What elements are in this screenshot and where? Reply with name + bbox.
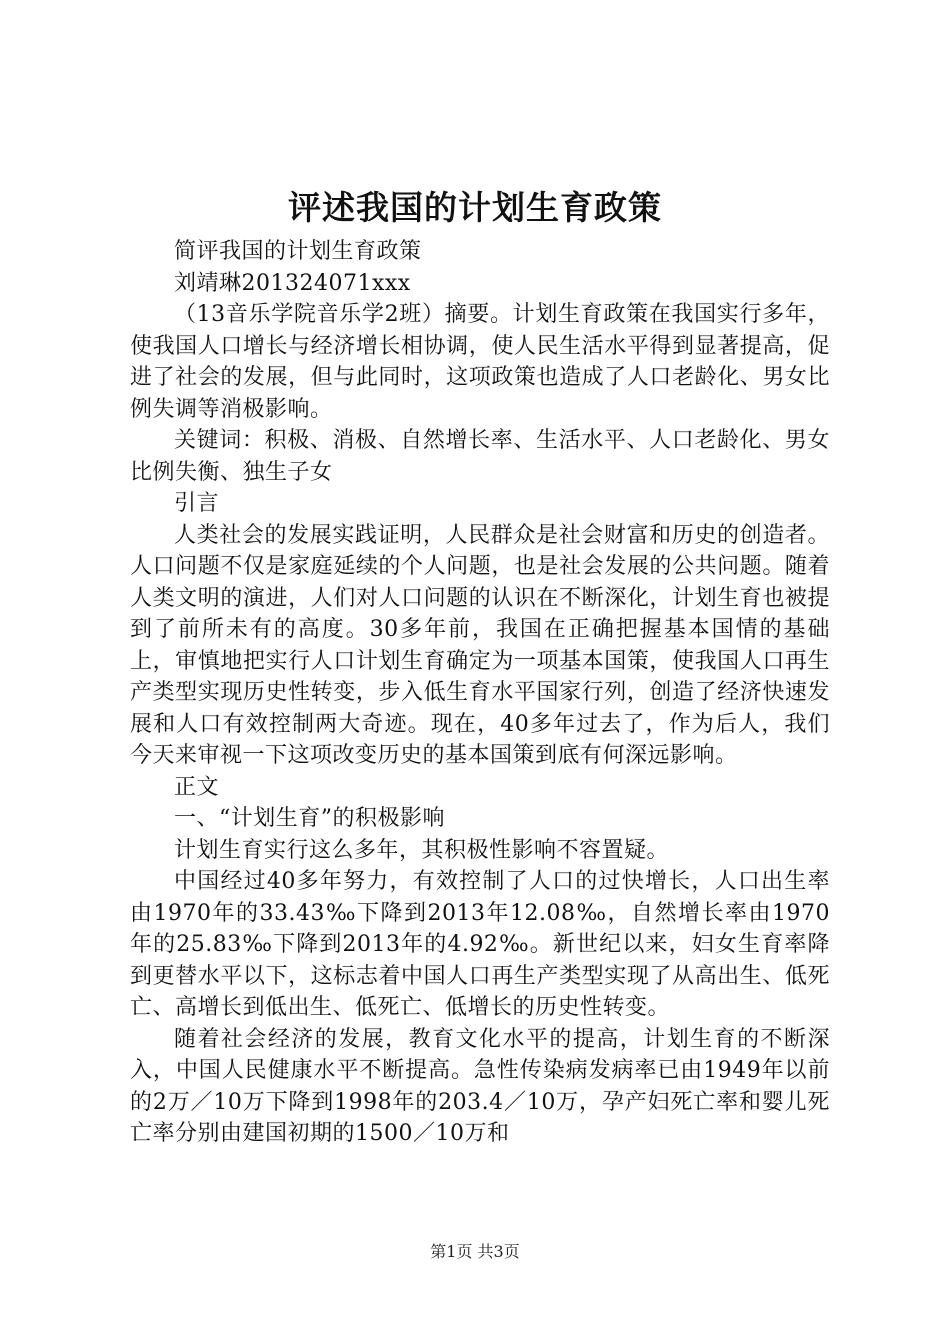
introduction-heading: 引言 (174, 491, 220, 516)
population-paragraph: 中国经过40多年努力，有效控制了人口的过快增长，人口出生率由1970年的33.43‰下降到2013年12.08‰，自然增长率由1970年的25.83‰下降到2013年的4.92‰。新世纪以来，妇女生育率降到更替水平以下，这标志着中国人口再生产类型实现了从高出生、低死亡、高增长到低出生、低死亡、低增长的历史性转变。 (130, 869, 830, 1020)
section-one-heading: 一、“计划生育”的积极影响 (174, 806, 445, 831)
main-text-heading: 正文 (174, 774, 220, 800)
introduction-paragraph: 人类社会的发展实践证明，人民群众是社会财富和历史的创造者。人口问题不仅是家庭延续的个人问题，也是社会发展的公共问题。随着人类文明的演进，人们对人口问题的认识在不断深化，计划生育也被提到了前所未有的高度。30多年前，我国在正确把握基本国情的基础上，审慎地把实行人口计划生育确定为一项基本国策，使我国人口再生产类型实现历史性转变，步入低生育水平国家行列，创造了经济快速发展和人口有效控制两大奇迹。现在，40多年过去了，作为后人，我们今天来审视一下这项改变历史的基本国策到底有何深远影响。 (130, 522, 830, 768)
abstract-paragraph: （13音乐学院音乐学2班）摘要。计划生育政策在我国实行多年，使我国人口增长与经济增长相协调，使人民生活水平得到显著提高，促进了社会的发展，但与此同时，这项政策也造成了人口老龄化、男女比例失调等消极影响。 (130, 302, 830, 422)
keywords-paragraph: 关键词：积极、消极、自然增长率、生活水平、人口老龄化、男女比例失衡、独生子女 (130, 428, 830, 485)
author-paragraph: 刘靖琳201324071xxx (174, 270, 411, 296)
page-number-footer: 第1页 共3页 (430, 1242, 520, 1261)
subtitle-paragraph: 简评我国的计划生育政策 (174, 239, 422, 264)
section-one-intro: 计划生育实行这么多年，其积极性影响不容置疑。 (174, 837, 670, 863)
health-paragraph: 随着社会经济的发展，教育文化水平的提高，计划生育的不断深入，中国人民健康水平不断提高。急性传染病发病率已由1949年以前的2万／10万下降到1998年的203.4／10万，孕产妇死亡率和婴儿死亡率分别由建国初期的1500／10万和 (130, 1026, 830, 1146)
document-title: 评述我国的计划生育政策 (288, 188, 662, 227)
document-body (130, 236, 830, 1150)
